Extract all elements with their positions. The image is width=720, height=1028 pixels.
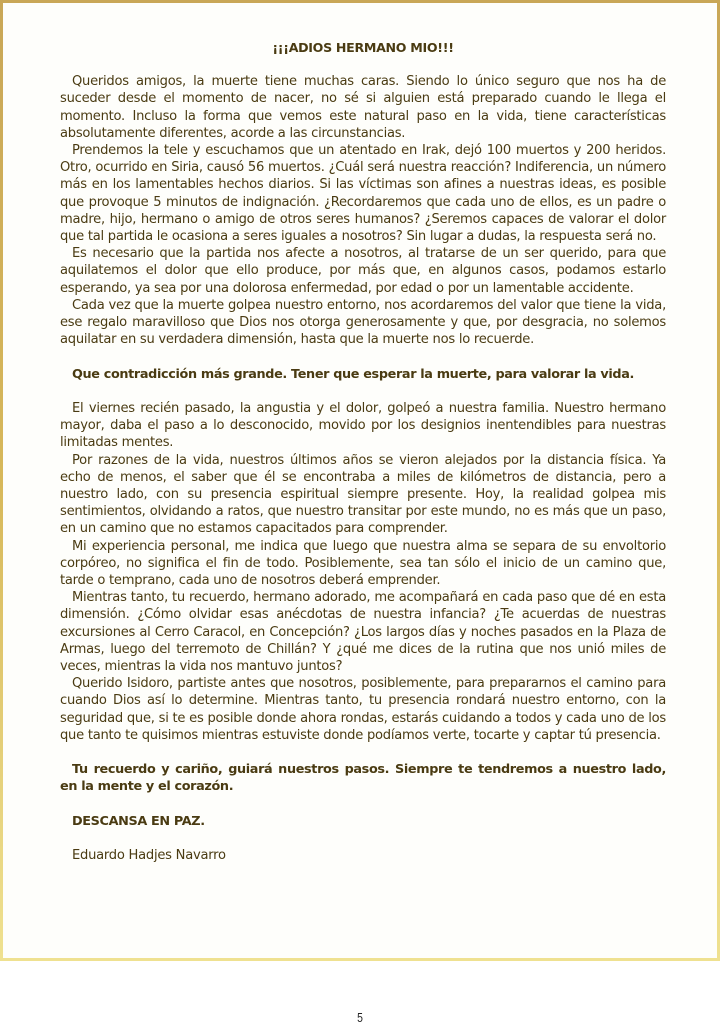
paragraph: Por razones de la vida, nuestros últimos años se vieron alejados por la distancia física. Ya echo de menos, el saber que él se encontraba a miles de kilómetros de distancia, pero a nuestro lado, con su presencia espiritual siempre presente. Hoy, la realidad golpea mis sentimientos, olvidando a ratos, que nuestro transitar por este mundo, no es más que un paso, en un camino que no estamos capacitados para comprender. xyxy=(60,452,666,537)
paragraph: Cada vez que la muerte golpea nuestro entorno, nos acordaremos del valor que tiene la vida, ese regalo maravilloso que Dios nos otorga generosamente y que, por desgracia, no solemos aquilatar en su verdadera dimensión, hasta que la muerte nos lo recuerde. xyxy=(60,297,666,348)
spacer xyxy=(60,348,666,365)
paragraph: Prendemos la tele y escuchamos que un atentado en Irak, dejó 100 muertos y 200 heridos. Otro, ocurrido en Siria, causó 56 muertos. ¿Cuál será nuestra reacción? Indiferencia, un número más en los lamentables hechos diarios. Si las víctimas son afines a nuestras ideas, es posible que provoque 5 minutos de indignación. ¿Recordaremos que cada uno de ellos, es un padre o madre, hijo, hermano o amigo de otros seres humanos? ¿Seremos capaces de valorar el dolor que tal partida le ocasiona a seres iguales a nosotros? Sin lugar a dudas, la respuesta será no. xyxy=(60,143,666,245)
article xyxy=(60,39,666,864)
paragraph: Es necesario que la partida nos afecte a nosotros, al tratarse de un ser querido, para que aquilatemos el dolor que ello produce, por más que, en algunos casos, podamos estarlo esperando, ya sea por una dolorosa enfermedad, por edad o por un lamentable accidente. xyxy=(60,246,666,296)
paragraph: Querido Isidoro, partiste antes que nosotros, posiblemente, para prepararnos el camino para cuando Dios así lo determine. Mientras tanto, tu presencia rondará nuestro entorno, con la seguridad que, si te es posible donde ahora rondas, estarás cuidando a todos y cada uno de los que tanto te quisimos mientras estuviste donde podíamos verte, tocarte y captar tú presencia. xyxy=(60,676,666,743)
closing-quote: Tu recuerdo y cariño, guiará nuestros pasos. Siempre te tendremos a nuestro lado, en la mente y el corazón. xyxy=(60,762,666,795)
highlight-quote: Que contradicción más grande. Tener que esperar la muerte, para valorar la vida. xyxy=(72,366,635,382)
paragraph: El viernes recién pasado, la angustia y el dolor, golpeó a nuestra familia. Nuestro hermano mayor, daba el paso a lo desconocido, movido por los designios inentendibles para nuestras limitadas mentes. xyxy=(60,401,666,451)
article-title: ¡¡¡ADIOS HERMANO MIO!!! xyxy=(272,40,454,55)
paragraph: Mientras tanto, tu recuerdo, hermano adorado, me acompañará en cada paso que dé en esta dimensión. ¿Cómo olvidar esas anécdotas de nuestra infancia? ¿Te acuerdas de nuestras excursiones al Cerro Caracol, en Concepción? ¿Los largos días y noches pasados en la Plaza de Armas, luego del terremoto de Chillán? Y ¿qué me dices de la rutina que nos unió miles de veces, mientras la vida nos mantuvo juntos? xyxy=(60,590,666,675)
rest-in-peace: DESCANSA EN PAZ. xyxy=(72,813,205,829)
paragraph: Mi experiencia personal, me indica que luego que nuestra alma se separa de su envoltorio corpóreo, no significa el fin de todo. Posiblemente, sea tan sólo el inicio de un camino que, tarde o temprano, cada uno de nosotros deberá emprender. xyxy=(60,538,666,589)
spacer xyxy=(60,796,666,813)
author-signature: Eduardo Hadjes Navarro xyxy=(72,848,226,864)
spacer xyxy=(60,830,666,847)
paragraph: Queridos amigos, la muerte tiene muchas caras. Siendo lo único seguro que nos ha de suceder desde el momento de nacer, no sé si alguien está preparado cuando le llega el momento. Incluso la forma que vemos este natural paso en la vida, tiene características absolutamente diferentes, acorde a las circunstancias. xyxy=(60,74,666,141)
page-number: 5 xyxy=(357,1010,363,1025)
spacer xyxy=(60,744,666,761)
spacer xyxy=(60,383,666,400)
